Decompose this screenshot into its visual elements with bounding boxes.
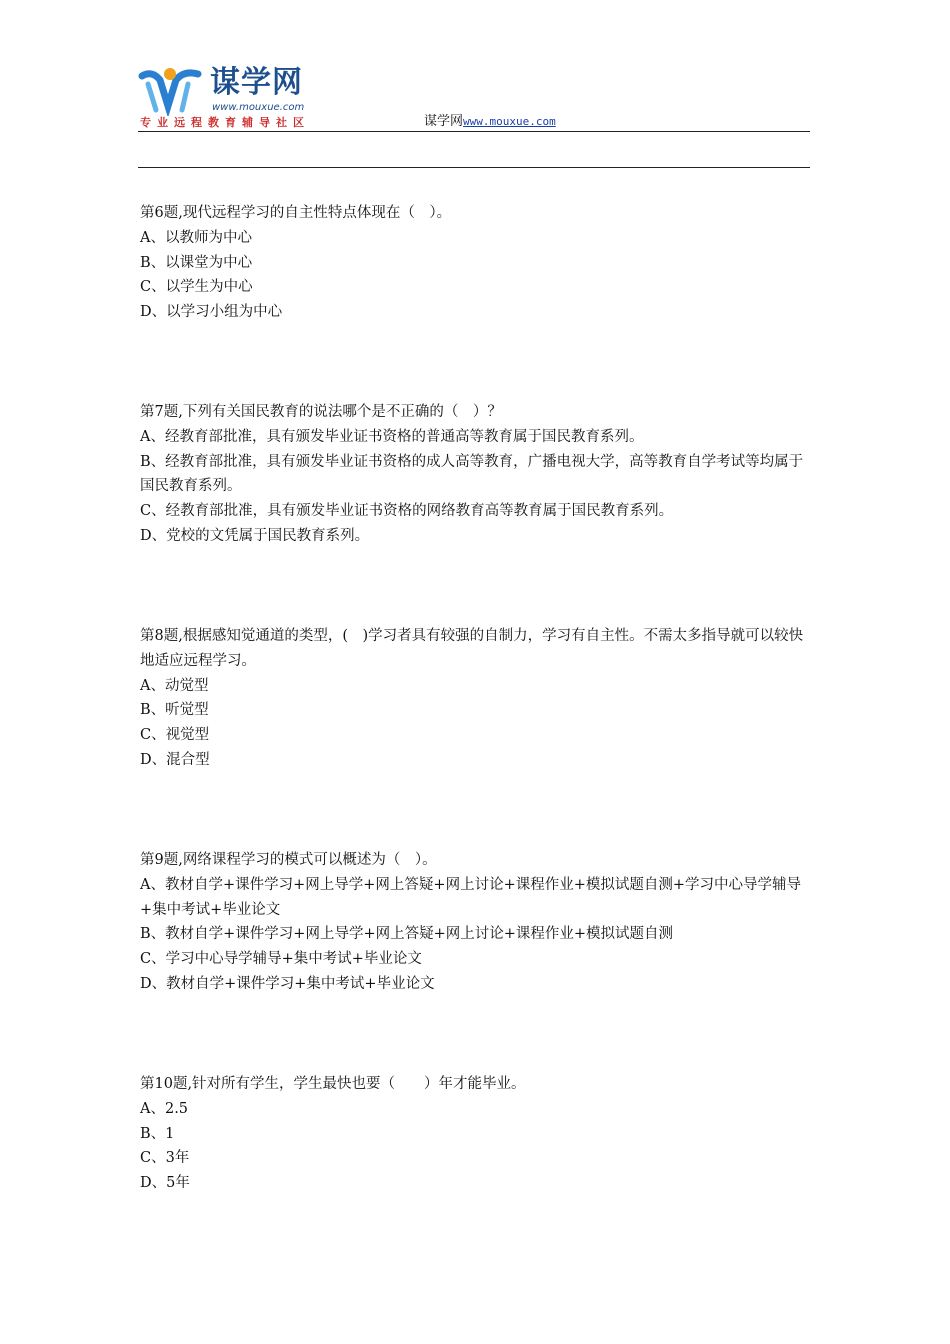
header-rule-bottom bbox=[138, 167, 810, 168]
option-a: A、动觉型 bbox=[140, 677, 209, 694]
question-title: 第8题,根据感知觉通道的类型，( )学习者具有较强的自制力，学习有自主性。不需太多指导就可以较快地适应远程学习。 bbox=[140, 628, 804, 669]
site-logo bbox=[138, 64, 338, 130]
option-c: C、经教育部批准，具有颁发毕业证书资格的网络教育高等教育属于国民教育系列。 bbox=[140, 503, 674, 520]
option-b: B、1 bbox=[140, 1125, 175, 1142]
header-rule-top bbox=[138, 131, 810, 132]
option-c: C、以学生为中心 bbox=[140, 279, 253, 296]
option-d: D、以学习小组为中心 bbox=[140, 304, 283, 321]
option-c: C、视觉型 bbox=[140, 727, 210, 744]
logo-url: www.mouxue.com bbox=[212, 102, 305, 113]
option-a: A、教材自学+课件学习+网上导学+网上答疑+网上讨论+课程作业+模拟试题自测+学习中心导学辅导+集中考试+毕业论文 bbox=[140, 876, 802, 918]
option-a: A、2.5 bbox=[140, 1100, 189, 1117]
option-c: C、3年 bbox=[140, 1150, 190, 1167]
option-a: A、经教育部批准，具有颁发毕业证书资格的普通高等教育属于国民教育系列。 bbox=[140, 428, 644, 445]
header-site-label: 谋学网 bbox=[424, 114, 464, 129]
option-b: B、听觉型 bbox=[140, 702, 209, 719]
option-d: D、5年 bbox=[140, 1175, 190, 1192]
option-b: B、经教育部批准，具有颁发毕业证书资格的成人高等教育，广播电视大学，高等教育自学考试等均属于国民教育系列。 bbox=[140, 453, 804, 495]
page-header bbox=[138, 60, 810, 132]
question-9 bbox=[140, 848, 812, 997]
option-d: D、党校的文凭属于国民教育系列。 bbox=[140, 527, 370, 544]
logo-mark-icon bbox=[138, 66, 208, 116]
question-title: 第10题,针对所有学生，学生最快也要（ ）年才能毕业。 bbox=[140, 1076, 526, 1092]
option-a: A、以教师为中心 bbox=[140, 229, 252, 246]
logo-name: 谋学网 bbox=[210, 65, 303, 100]
question-8 bbox=[140, 624, 812, 773]
option-d: D、教材自学+课件学习+集中考试+毕业论文 bbox=[140, 975, 435, 992]
question-10 bbox=[140, 1072, 812, 1196]
header-site bbox=[424, 114, 556, 130]
question-title: 第9题,网络课程学习的模式可以概述为（ ）。 bbox=[140, 852, 437, 868]
logo-slogan: 专业远程教育辅导社区 bbox=[140, 116, 310, 129]
option-b: B、教材自学+课件学习+网上导学+网上答疑+网上讨论+课程作业+模拟试题自测 bbox=[140, 926, 674, 943]
question-title: 第6题,现代远程学习的自主性特点体现在（ ）。 bbox=[140, 205, 452, 221]
question-title: 第7题,下列有关国民教育的说法哪个是不正确的（ ）？ bbox=[140, 404, 502, 420]
question-6 bbox=[140, 201, 812, 325]
question-7 bbox=[140, 400, 812, 549]
option-b: B、以课堂为中心 bbox=[140, 254, 253, 271]
header-site-link[interactable]: www.mouxue.com bbox=[463, 115, 556, 128]
option-d: D、混合型 bbox=[140, 751, 210, 768]
option-c: C、学习中心导学辅导+集中考试+毕业论文 bbox=[140, 951, 422, 968]
